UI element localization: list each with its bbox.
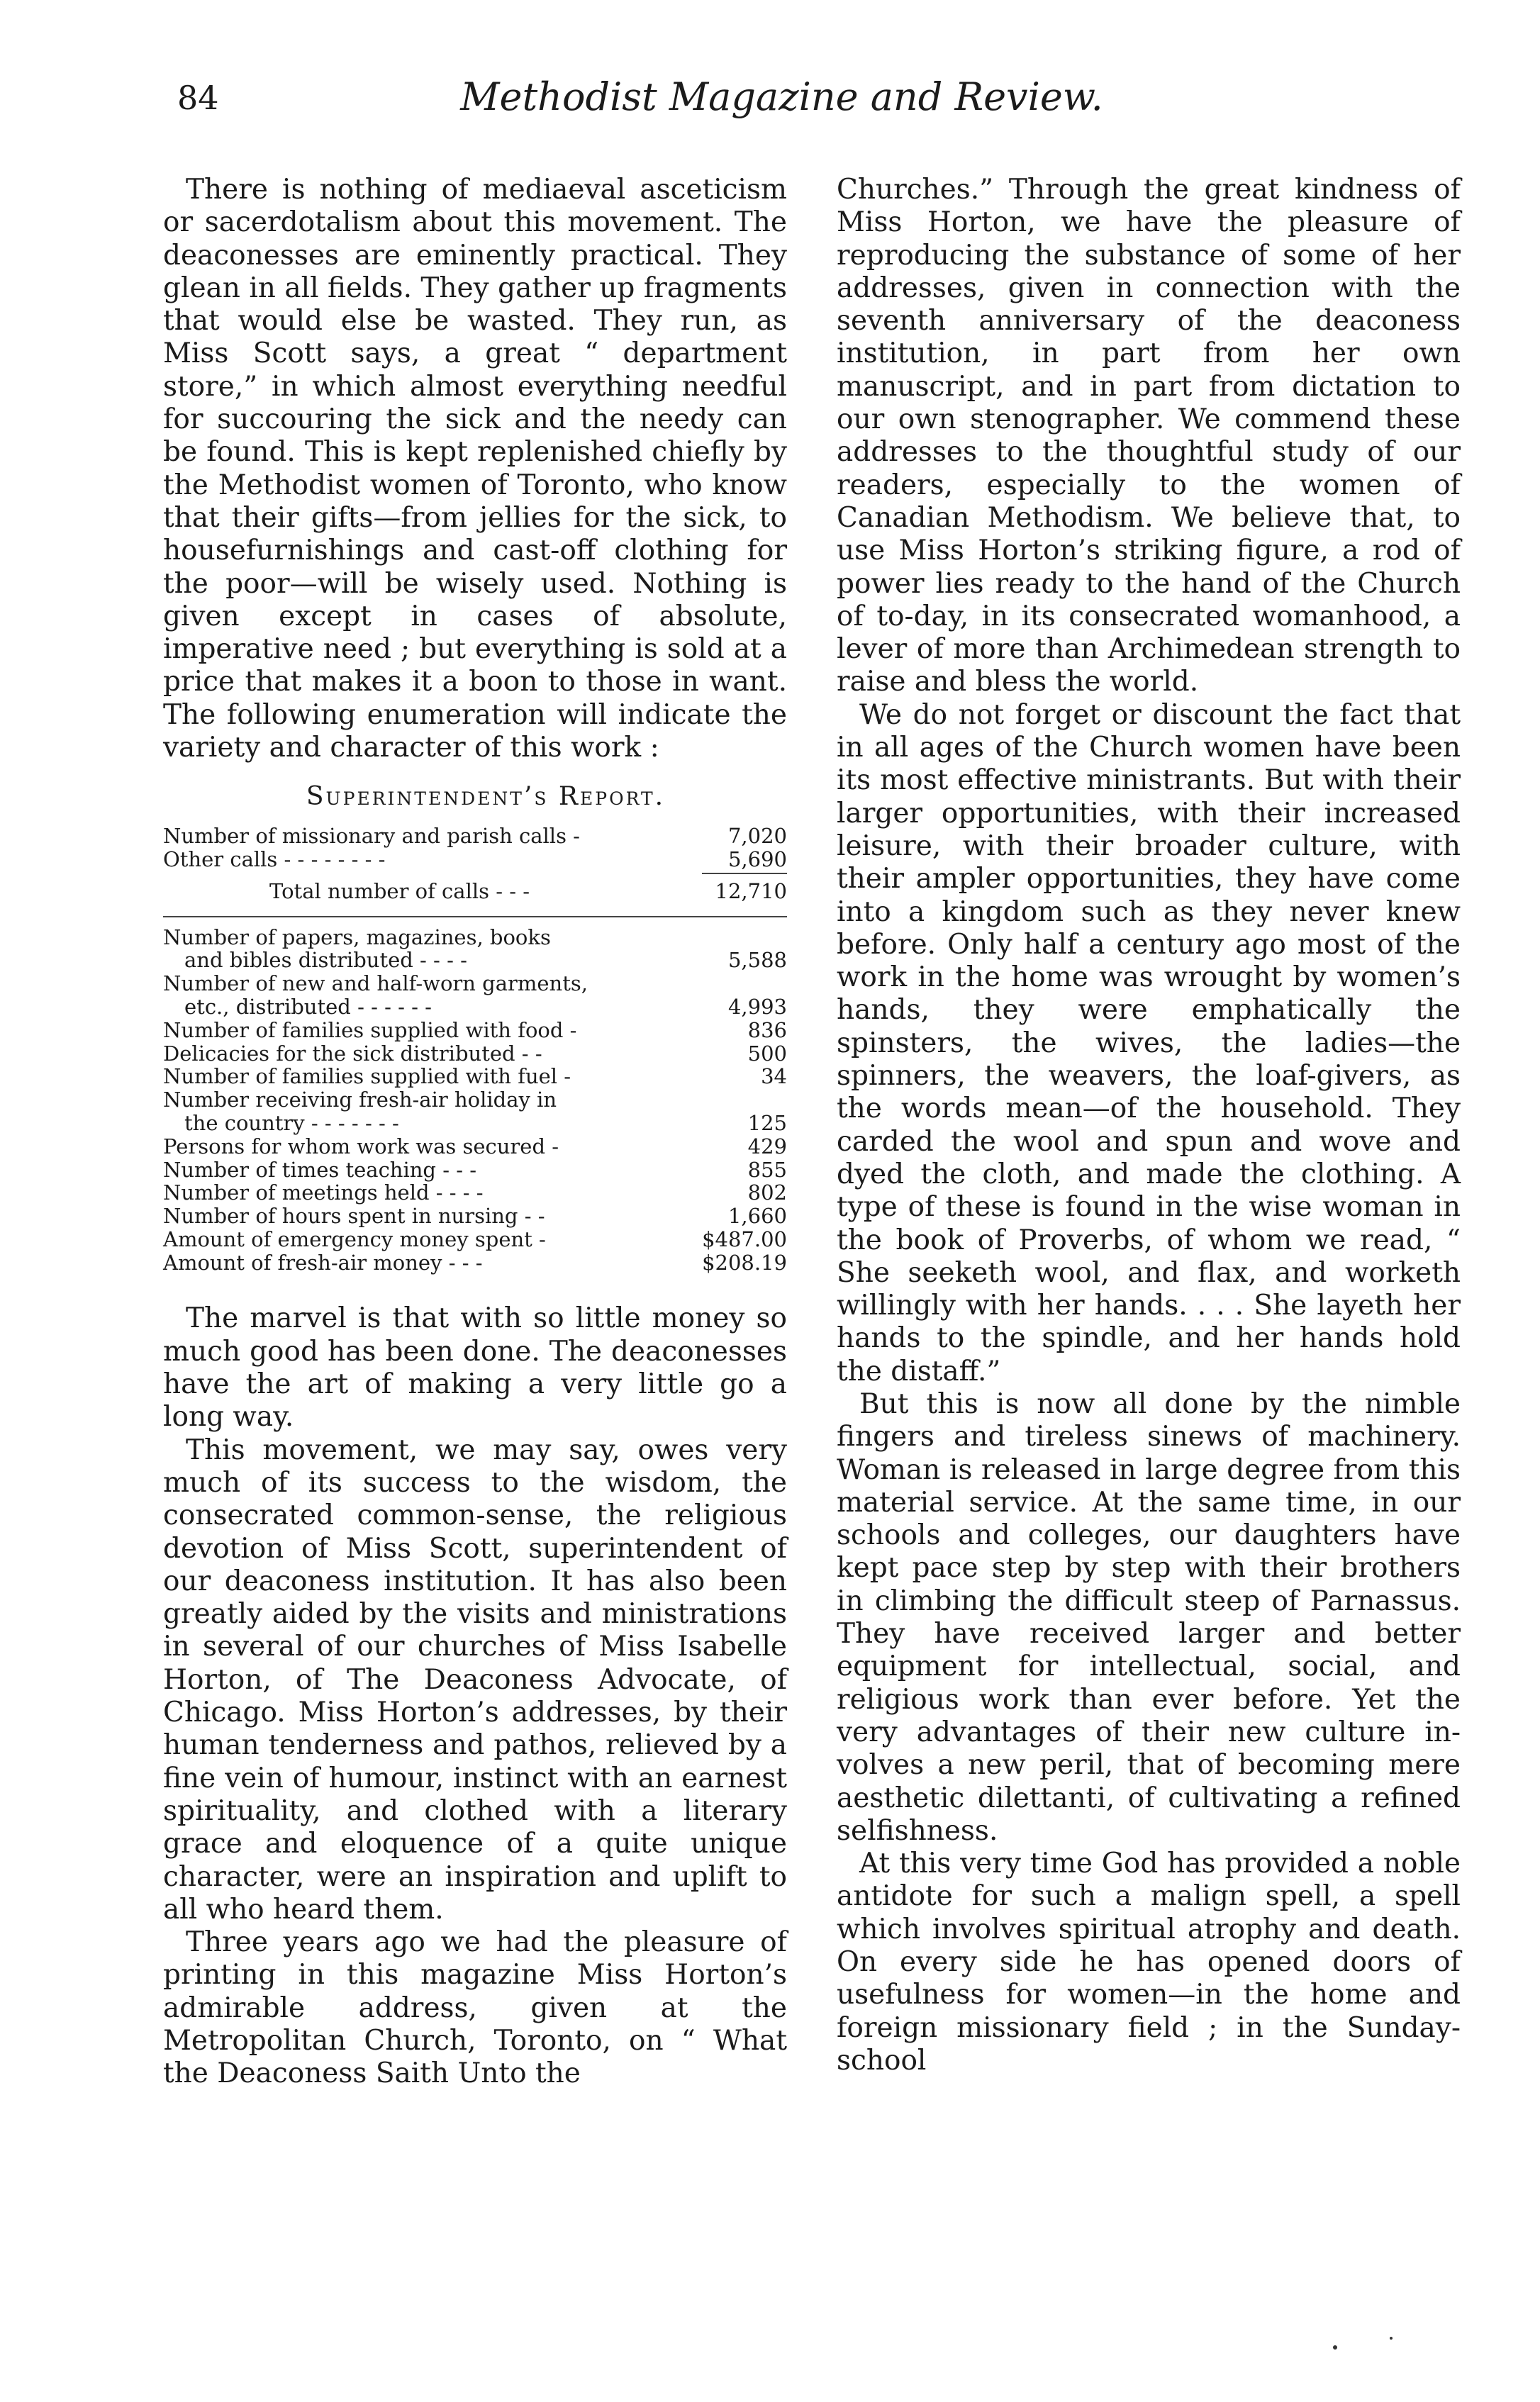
left-column — [163, 174, 787, 2091]
report-label: Amount of emergency money spent - — [163, 1227, 546, 1251]
report-row — [163, 1228, 787, 1251]
report-row — [163, 1158, 787, 1182]
report-value: 7,020 — [727, 824, 787, 849]
report-label: Number of new and half-worn garments, — [163, 971, 588, 996]
paragraph: This movement, we may say, owes very much of its success to the wisdom, the consecrated common-sense, the religious devotion of Miss Scott, superintendent of our deaconess institution. It has also been greatly aided by the visits and ministrations in several of our churches of Miss Isabelle Horton, of The Deaconess Advocate, of Chicago. Miss Horton’s addresses, by their human tenderness and pathos, relieved by a fine vein of humour, instinct with an earnest spirituality, and clothed with a literary grace and eloquence of a quite unique character, were an inspiration and uplift to all who heard them. — [163, 1434, 787, 1926]
report-label-cont: etc., distributed - - - - - - — [184, 994, 432, 1019]
report-value: 500 — [747, 1041, 787, 1066]
report-label: Number receiving fresh-air holiday in — [163, 1088, 557, 1112]
report-label: Number of hours spent in nursing - - — [163, 1204, 545, 1229]
report-row — [163, 926, 787, 973]
print-speck — [1390, 2337, 1393, 2340]
paragraph: The marvel is that with so little money so much good has been done. The deaconesses have the art of making a very little go a long way. — [163, 1302, 787, 1434]
report-value: $487.00 — [702, 1227, 787, 1251]
total-rule — [702, 873, 787, 874]
report-row — [163, 848, 787, 871]
report-label: Other calls - - - - - - - - — [163, 847, 386, 871]
report-row — [163, 1251, 787, 1275]
report-value: $208.19 — [702, 1250, 787, 1275]
report-row — [163, 1135, 787, 1158]
report-value: 5,690 — [727, 847, 787, 871]
report-row — [163, 972, 787, 1019]
paragraph: There is nothing of mediaeval asceticism or sacerdotalism about this movement. The deaconesses are eminently practical. They glean in all fields. They gather up fragments that would else be wasted. They run, as Miss Scott says, a great “ department store,” in which almost everything needful for succouring the sick and the needy can be found. This is kept replenished chiefly by the Methodist women of Toronto, who know that their gifts—from jellies for the sick, to housefurnishings and cast-off clothing for the poor—will be wisely used. Nothing is given except in cases of absolute, imperative need ; but everything is sold at a price that makes it a boon to those in want. The following enumeration will indicate the variety and character of this work : — [163, 174, 787, 764]
paragraph: Churches.” Through the great kindness of Miss Horton, we have the pleasure of reproducing the substance of some of her addresses, given in connection with the seventh anniversary of the deaconess institution, in part from her own manuscript, and in part from dictation to our own stenographer. We commend these addresses to the thoughtful study of our readers, especially to the women of Canadian Methodism. We believe that, to use Miss Horton’s striking figure, a rod of power lies ready to the hand of the Church of to-day, in its consecrated womanhood, a lever of more than Archimedean strength to raise and bless the world. — [837, 174, 1461, 698]
report-divider — [163, 916, 787, 917]
report-label: Persons for whom work was secured - — [163, 1134, 559, 1158]
report-label-cont: and bibles distributed - - - - — [184, 948, 467, 973]
report-value: 429 — [747, 1134, 787, 1158]
report-heading: Superintendent’s Report. — [306, 782, 666, 812]
report-value: 1,660 — [727, 1204, 787, 1229]
report-label-cont: the country - - - - - - - — [184, 1110, 399, 1135]
report-value: 4,993 — [727, 994, 787, 1019]
report-value: 855 — [747, 1157, 787, 1182]
report-row — [163, 1019, 787, 1042]
report-value: 836 — [747, 1017, 787, 1042]
report-total-label: Total number of calls - - - — [269, 878, 530, 903]
paragraph: We do not forget or discount the fact that in all ages of the Church women have been its most effective ministrants. But with their larger opportunities, with their increased leisure, with their broader culture, with their ampler opportunities, they have come into a kingdom such as they never knew before. Only half a century ago most of the work in the home was wrought by women’s hands, they were emphatically the spinsters, the wives, the ladies—the spinners, the weavers, the loaf-givers, as the words mean—of the household. They carded the wool and spun and wove and dyed the cloth, and made the clothing. A type of these is found in the wise woman in the book of Proverbs, of whom we read, “ She seeketh wool, and flax, and worketh willingly with her hands. . . . She layeth her hands to the spindle, and her hands hold the distaff.” — [837, 698, 1461, 1387]
page-number: 84 — [177, 79, 219, 117]
page-header — [163, 74, 1400, 138]
report-label: Number of meetings held - - - - — [163, 1180, 484, 1205]
report-total-row — [163, 880, 787, 903]
paragraph: But this is now all done by the nimble fingers and tireless sinews of machinery. Woman is released in large degree from this material service. At the same time, in our schools and colleges, our daughters have kept pace step by step with their brothers in climbing the difficult steep of Parnassus. They have received larger and better equipment for intellectual, social, and religious work than ever before. Yet the very advantages of their new culture involves a new peril, that of becoming mere aesthetic dilettanti, of cultivating a refined selfishness. — [837, 1387, 1461, 1847]
running-title: Methodist Magazine and Review. — [460, 74, 1103, 119]
report-label: Number of families supplied with food - — [163, 1017, 577, 1042]
report-value: 125 — [747, 1110, 787, 1135]
report-row — [163, 1088, 787, 1135]
report-row — [163, 1181, 787, 1205]
report-label: Amount of fresh-air money - - - — [163, 1250, 483, 1275]
report-value: 802 — [747, 1180, 787, 1205]
superintendent-report — [163, 782, 787, 1275]
report-row — [163, 1065, 787, 1088]
report-label: Number of times teaching - - - — [163, 1157, 477, 1182]
report-row — [163, 1205, 787, 1228]
paragraph: Three years ago we had the pleasure of printing in this magazine Miss Horton’s admirable address, given at the Metropolitan Church, Toronto, on “ What the Deaconess Saith Unto the — [163, 1926, 787, 2090]
report-value: 5,588 — [727, 948, 787, 973]
report-row — [163, 1042, 787, 1066]
report-total-value: 12,710 — [715, 878, 787, 903]
report-label: Number of families supplied with fuel - — [163, 1064, 571, 1089]
print-speck — [1333, 2345, 1337, 2350]
report-label: Number of missionary and parish calls - — [163, 824, 580, 849]
report-label: Delicacies for the sick distributed - - — [163, 1041, 542, 1066]
report-value: 34 — [761, 1064, 787, 1089]
report-row — [163, 825, 787, 848]
paragraph: At this very time God has provided a noble antidote for such a malign spell, a spell which involves spiritual atrophy and death. On every side he has opened doors of usefulness for women—in the home and foreign missionary field ; in the Sunday-school — [837, 1848, 1461, 2077]
right-column — [837, 174, 1461, 2077]
report-label: Number of papers, magazines, books — [163, 925, 551, 949]
